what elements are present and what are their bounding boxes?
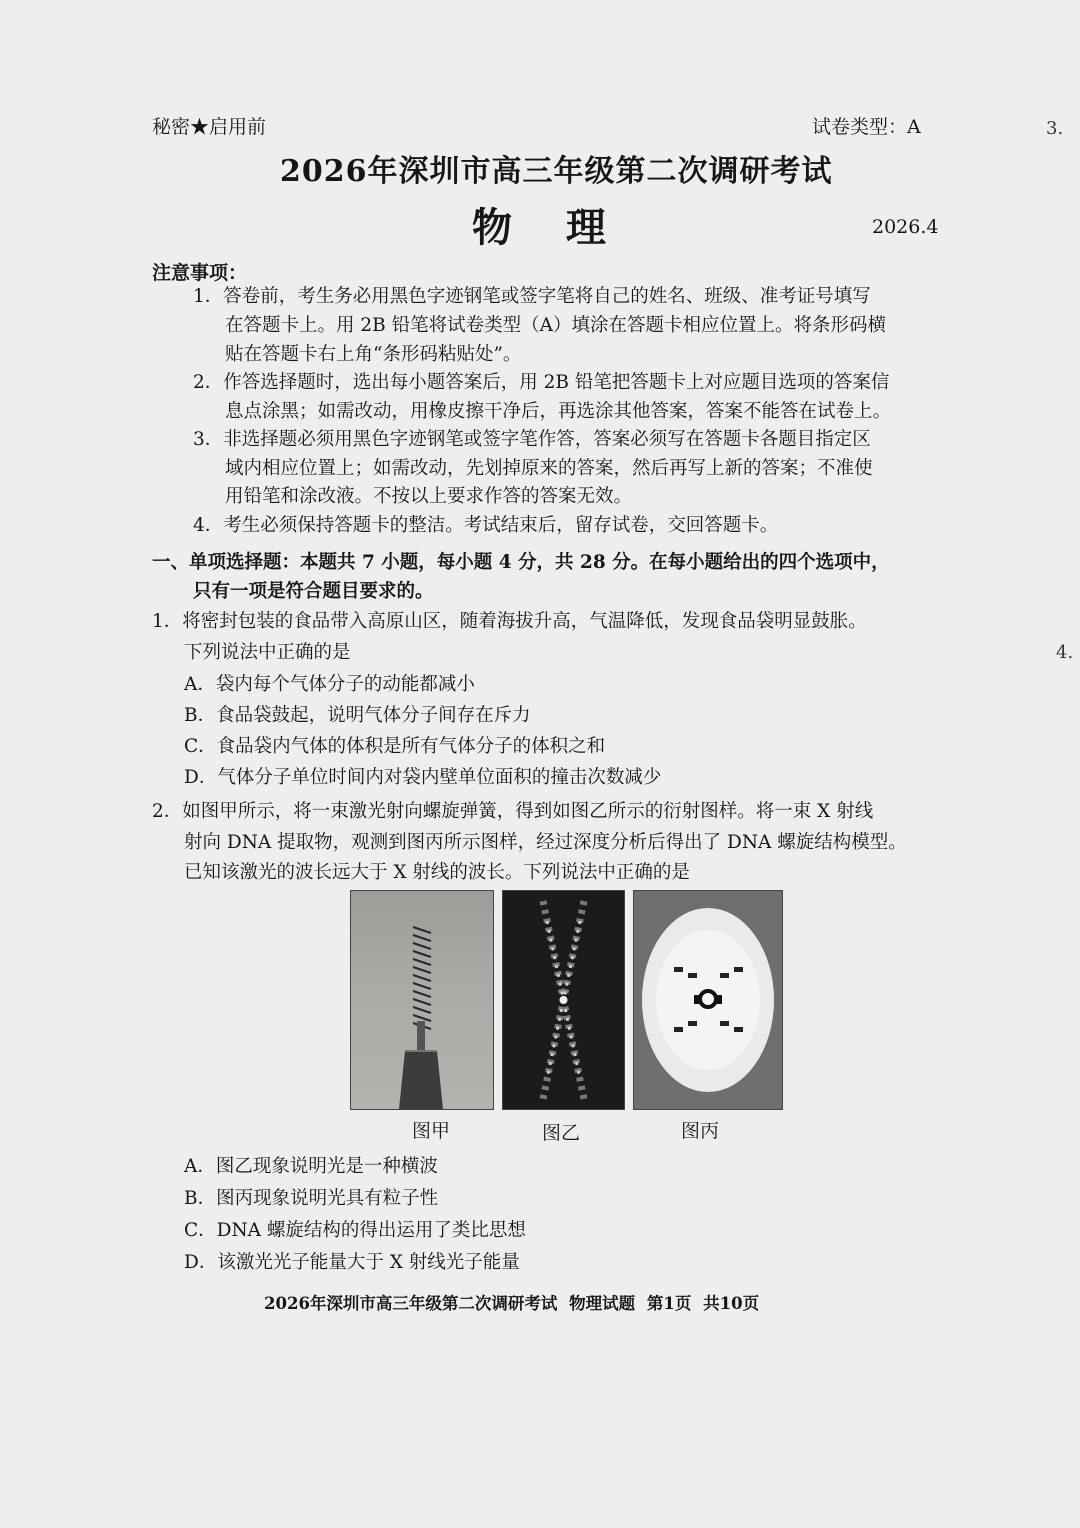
notice-line: 用铅笔和涂改液。不按以上要求作答的答案无效。 [225,486,633,507]
confidential-label: 秘密★启用前 [152,116,267,138]
q1-option-d: D．气体分子单位时间内对袋内壁单位面积的撞击次数减少 [184,767,662,788]
next-page-q4-fragment: 4. [1056,642,1074,663]
q2-stem-cont: 已知该激光的波长远大于 X 射线的波长。下列说法中正确的是 [184,862,690,883]
x-pattern-illustration [503,891,624,1109]
q2-option-a: A．图乙现象说明光是一种横波 [184,1156,438,1177]
next-page-q3-fragment: 3. [1046,118,1064,139]
q2-stem-cont: 射向 DNA 提取物，观测到图丙所示图样，经过深度分析后得出了 DNA 螺旋结构模型。 [184,832,907,853]
notice-line: 贴在答题卡右上角“条形码粘贴处”。 [225,344,522,365]
paper-type-label: 试卷类型：A [812,116,921,138]
notice-line: 3．非选择题必须用黑色字迹钢笔或签字笔作答，答案必须写在答题卡各题目指定区 [193,429,871,450]
notice-line: 4．考生必须保持答题卡的整洁。考试结束后，留存试卷，交回答题卡。 [193,515,779,536]
q1-option-b: B．食品袋鼓起，说明气体分子间存在斥力 [184,705,531,726]
page-footer: 2026年深圳市高三年级第二次调研考试 物理试题 第1页 共10页 [264,1294,760,1313]
q1-option-c: C．食品袋内气体的体积是所有气体分子的体积之和 [184,736,606,757]
caption-bing: 图丙 [681,1120,720,1142]
figure-xray-pattern [633,890,783,1110]
figure-diffraction-pattern [502,890,625,1110]
caption-yi: 图乙 [542,1122,581,1144]
notice-title: 注意事项： [152,262,248,284]
q1-stem: 1．将密封包装的食品带入高原山区，随着海拔升高，气温降低，发现食品袋明显鼓胀。 [152,611,867,632]
exam-date: 2026.4 [872,216,939,238]
q1-option-a: A．袋内每个气体分子的动能都减小 [184,674,475,695]
notice-line: 域内相应位置上；如需改动，先划掉原来的答案，然后再写上新的答案；不准使 [225,458,873,479]
q2-option-c: C．DNA 螺旋结构的得出运用了类比思想 [184,1220,526,1241]
figure-spring-photo [350,890,494,1110]
notice-line: 1．答卷前，考生务必用黑色字迹钢笔或签字笔将自己的姓名、班级、准考证号填写 [193,286,871,307]
subject-title: 物 理 [472,204,626,251]
notice-line: 息点涂黑；如需改动，用橡皮擦干净后，再选涂其他答案，答案不能答在试卷上。 [225,401,892,422]
spring-illustration [351,891,493,1109]
xray-illustration [634,891,782,1109]
notice-line: 在答题卡上。用 2B 铅笔将试卷类型（A）填涂在答题卡相应位置上。将条形码横 [225,315,886,336]
q2-stem: 2．如图甲所示，将一束激光射向螺旋弹簧，得到如图乙所示的衍射图样。将一束 X 射线 [152,801,874,822]
q2-option-b: B．图丙现象说明光具有粒子性 [184,1188,439,1209]
q1-stem-cont: 下列说法中正确的是 [184,642,351,663]
section-heading: 一、单项选择题：本题共 7 小题，每小题 4 分，共 28 分。在每小题给出的四个选项中， [152,552,890,573]
exam-title: 2026年深圳市高三年级第二次调研考试 [280,154,833,189]
notice-line: 2．作答选择题时，选出每小题答案后，用 2B 铅笔把答题卡上对应题目选项的答案信 [193,372,890,393]
section-heading-cont: 只有一项是符合题目要求的。 [193,581,434,602]
caption-jia: 图甲 [412,1120,451,1142]
q2-option-d: D．该激光光子能量大于 X 射线光子能量 [184,1252,520,1273]
